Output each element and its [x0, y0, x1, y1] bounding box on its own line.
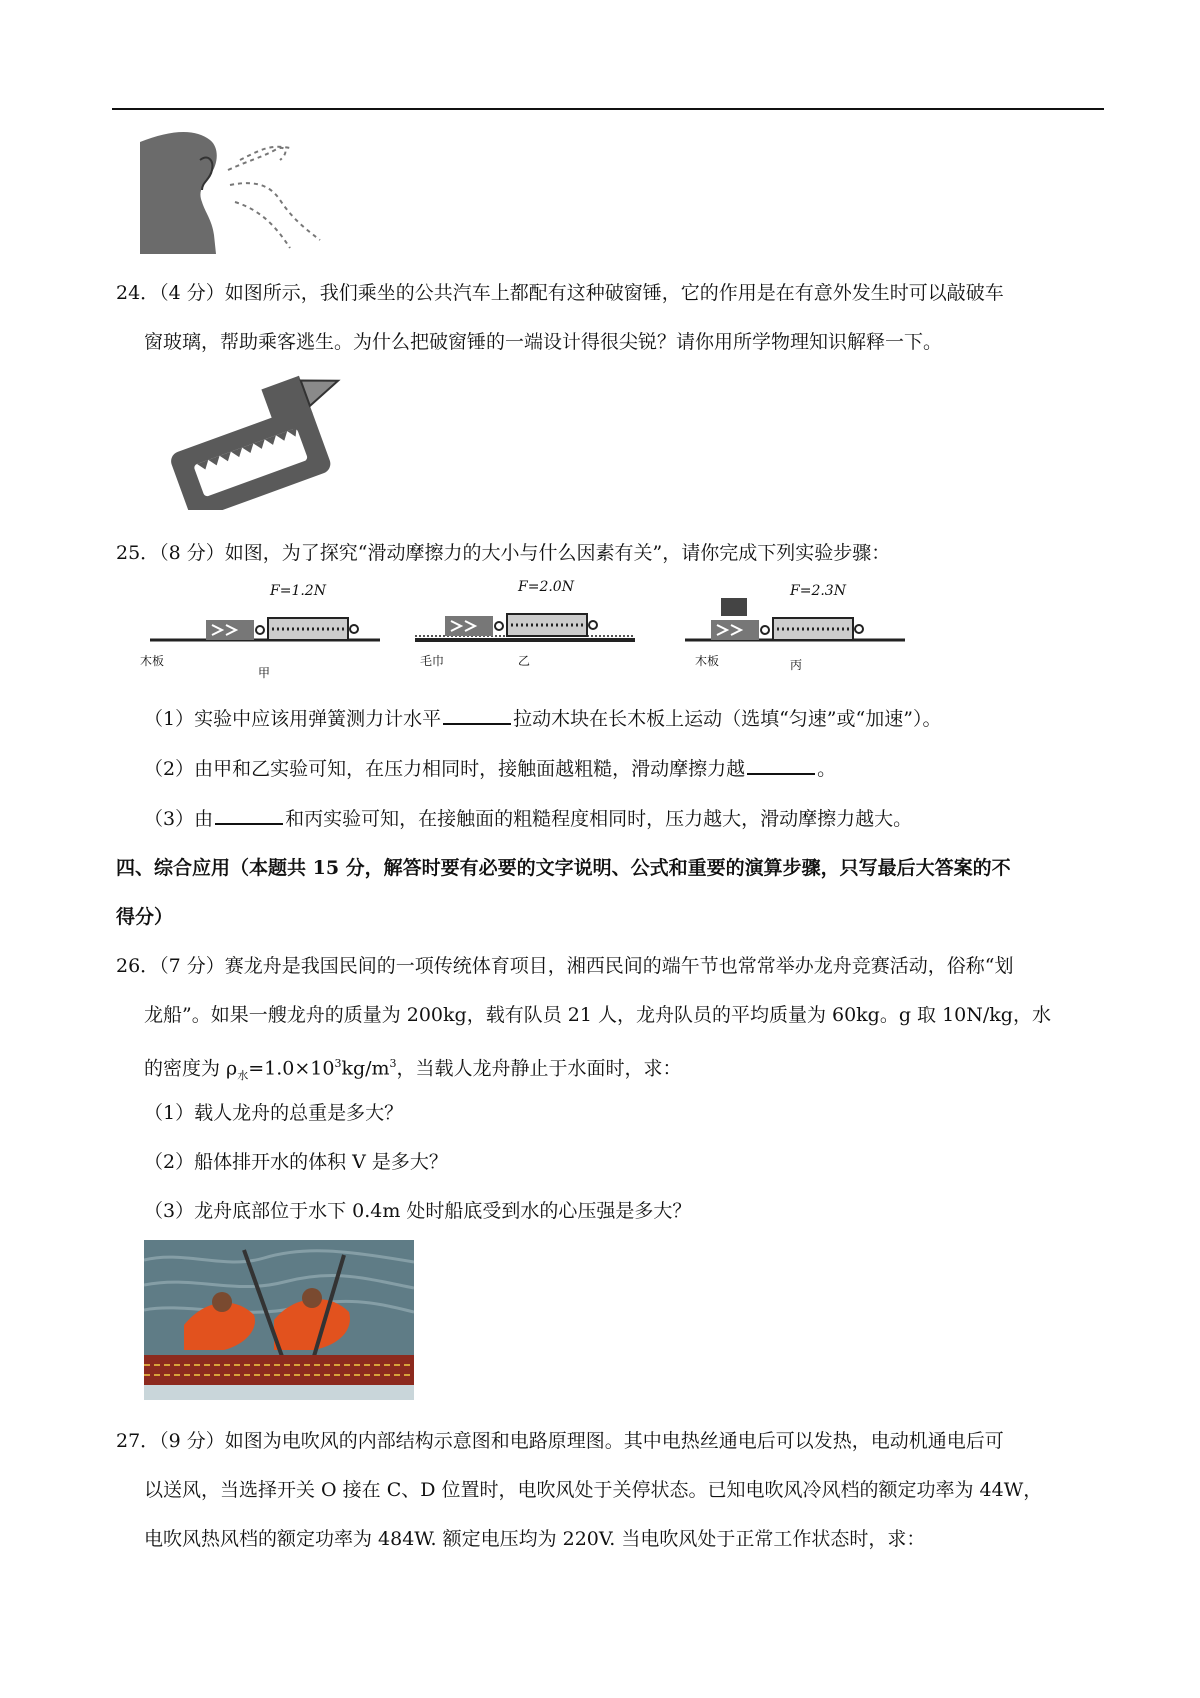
q27-line-2: 以送风，当选择开关 O 接在 C、D 位置时，电吹风处于关停状态。已知电吹风冷风档的额定功率为 44W，	[144, 1479, 1043, 1501]
q24-line-1: 24．（4 分）如图所示，我们乘坐的公共汽车上都配有这种破窗锤，它的作用是在有意外发生时可以敲破车	[116, 282, 1004, 304]
section-4-heading-line-1: 四、综合应用（本题共 15 分，解答时要有必要的文字说明、公式和重要的演算步骤，只写最后大答案的不	[116, 857, 1011, 879]
q26-density-value: =1.0×10	[248, 1057, 335, 1080]
panel-yi-name: 乙	[518, 654, 531, 668]
q26-line-3-tail: ，当载人龙舟静止于水面时，求：	[396, 1057, 682, 1080]
q25-blank-3[interactable]	[215, 805, 283, 825]
q25-part-1-text-b: 拉动木块在长木板上运动（选填“匀速”或“加速”）。	[513, 708, 942, 730]
q25-part-3-text-b: 和丙实验可知，在接触面的粗糙程度相同时，压力越大，滑动摩擦力越大。	[285, 808, 913, 830]
q26-part-1: （1）载人龙舟的总重是多大？	[144, 1102, 404, 1124]
breath-figure	[140, 130, 340, 254]
q25-part-2	[144, 755, 836, 782]
q26-line-3	[144, 1051, 682, 1089]
q26-density-unit-exponent: 3	[389, 1057, 397, 1070]
q25-part-3-text-a: （3）由	[144, 808, 214, 830]
q26-density-exponent: 3	[334, 1057, 342, 1070]
q25-part-2-text-b: 。	[817, 758, 837, 780]
q26-density-symbol: 的密度为 ρ	[144, 1057, 238, 1080]
panel-jia-name: 甲	[258, 666, 271, 680]
q27-line-1: 27．（9 分）如图为电吹风的内部结构示意图和电路原理图。其中电热丝通电后可以发热，电动机通电后可	[116, 1430, 1004, 1452]
q25-part-1	[144, 705, 941, 732]
q26-density-unit: kg/m	[341, 1057, 390, 1080]
panel-jia-force: F=1.2N	[270, 583, 326, 599]
panel-jia-surface: 木板	[140, 654, 165, 668]
section-4-heading-line-2: 得分）	[116, 906, 174, 928]
dragon-boat-photo	[144, 1240, 414, 1400]
q24-line-2: 窗玻璃，帮助乘客逃生。为什么把破窗锤的一端设计得很尖锐？请你用所学物理知识解释一下。	[144, 331, 943, 353]
q26-part-2: （2）船体排开水的体积 V 是多大？	[144, 1151, 448, 1173]
q25-blank-2[interactable]	[747, 755, 815, 775]
q25-part-1-text-a: （1）实验中应该用弹簧测力计水平	[144, 708, 442, 730]
panel-bing-name: 丙	[790, 658, 803, 672]
q26-part-3: （3）龙舟底部位于水下 0.4m 处时船底受到水的心压强是多大？	[144, 1200, 692, 1222]
safety-hammer-figure	[150, 375, 360, 510]
panel-bing-surface: 木板	[695, 654, 720, 668]
panel-bing-force: F=2.3N	[790, 583, 846, 599]
q25-stem: 25．（8 分）如图，为了探究“滑动摩擦力的大小与什么因素有关”，请你完成下列实验步骤：	[116, 542, 891, 564]
q25-part-3	[144, 805, 912, 832]
friction-experiment-figure	[140, 578, 910, 688]
q26-density-subscript: 水	[237, 1069, 249, 1083]
q25-blank-1[interactable]	[443, 705, 511, 725]
q26-line-1: 26．（7 分）赛龙舟是我国民间的一项传统体育项目，湘西民间的端午节也常常举办龙舟竞赛活动，俗称“划	[116, 955, 1014, 977]
panel-yi-force: F=2.0N	[518, 579, 574, 595]
panel-yi-surface: 毛巾	[420, 654, 445, 668]
q25-part-2-text-a: （2）由甲和乙实验可知，在压力相同时，接触面越粗糙，滑动摩擦力越	[144, 758, 746, 780]
q27-line-3: 电吹风热风档的额定功率为 484W. 额定电压均为 220V. 当电吹风处于正常工作状态时，求：	[144, 1528, 926, 1550]
header-rule	[112, 108, 1104, 110]
q26-line-2: 龙船”。如果一艘龙舟的质量为 200kg，载有队员 21 人，龙舟队员的平均质量为 60kg。g 取 10N/kg，水	[144, 1004, 1051, 1026]
